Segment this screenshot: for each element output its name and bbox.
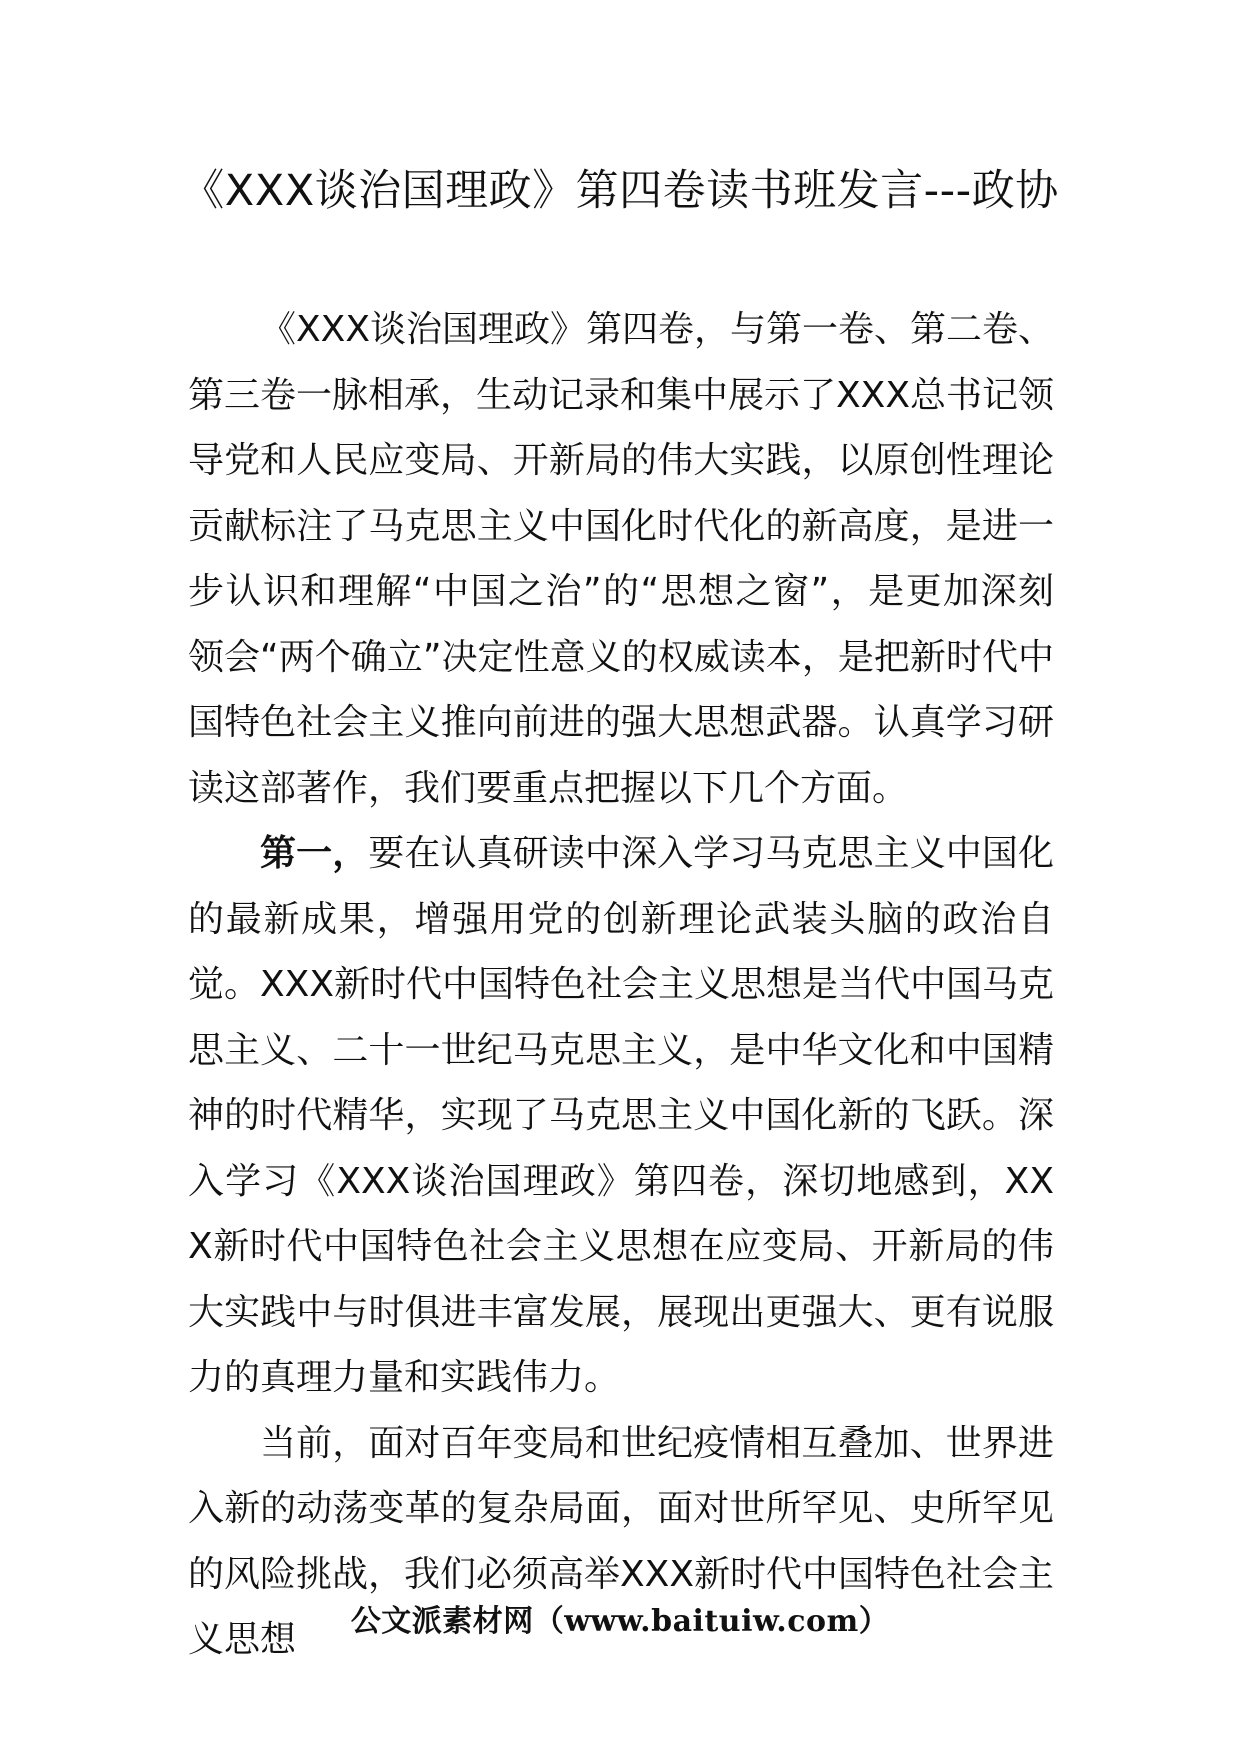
paragraph-intro [188,297,1054,821]
footer-watermark: 公文派素材网（www.baituiw.com） [350,1604,890,1639]
paragraph-lead: 第一， [260,833,369,874]
document-title: 《XXX谈治国理政》第四卷读书班发言---政协 [181,166,1059,216]
paragraph-text: 《XXX谈治国理政》第四卷，与第一卷、第二卷、第三卷一脉相承，生动记录和集中展示了XXX总书记领导党和人民应变局、开新局的伟大实践，以原创性理论贡献标注了马克思主义中国化时代化的新高度，是进一步认识和理解“中国之治”的“思想之窗”，是更加深刻领会“两个确立”决定性意义的权威读本，是把新时代中国特色社会主义推向前进的强大思想武器。认真学习研读这部著作，我们要重点把握以下几个方面。 [188,309,1054,809]
paragraph-first-point [188,821,1054,1411]
paragraph-text: 当前，面对百年变局和世纪疫情相互叠加、世界进入新的动荡变革的复杂局面，面对世所罕见、史所罕见的风险挑战，我们必须高举XXX新时代中国特色社会主义思想 [188,1422,1054,1660]
document-body [188,297,1054,1673]
paragraph-text: 要在认真研读中深入学习马克思主义中国化的最新成果，增强用党的创新理论武装头脑的政治自觉。XXX新时代中国特色社会主义思想是当代中国马克思主义、二十一世纪马克思主义，是中华文化和中国精神的时代精华，实现了马克思主义中国化新的飞跃。深入学习《XXX谈治国理政》第四卷，深切地感到，XXX新时代中国特色社会主义思想在应变局、开新局的伟大实践中与时俱进丰富发展，展现出更强大、更有说服力的真理力量和实践伟力。 [188,833,1054,1398]
